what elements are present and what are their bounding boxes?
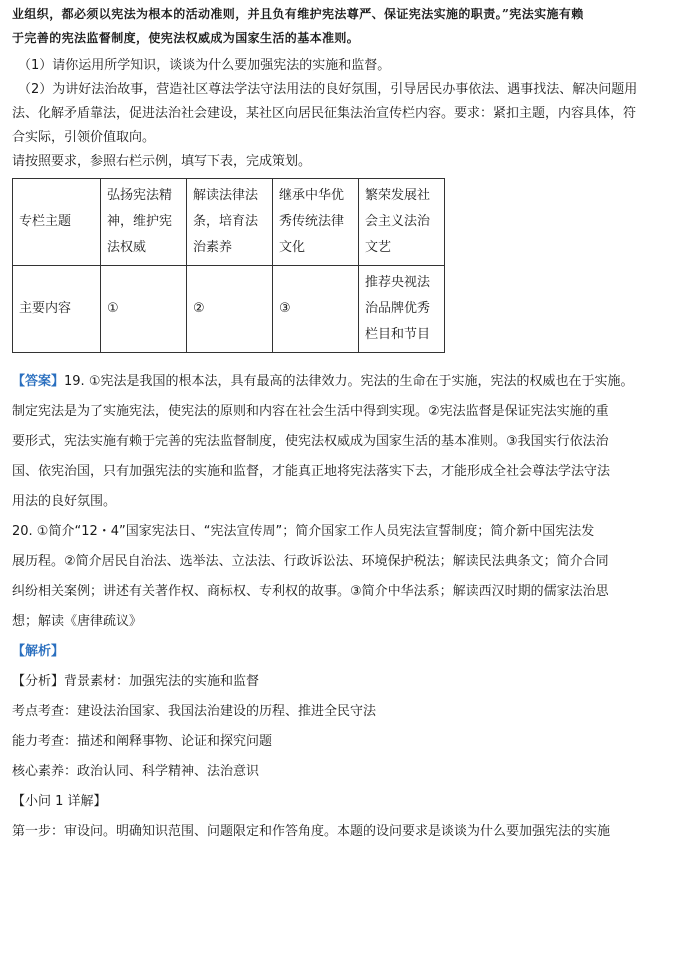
content-cell-1: ① bbox=[101, 266, 187, 353]
table-row-themes bbox=[13, 179, 445, 266]
example-line-1: 推荐央视法 bbox=[365, 275, 431, 290]
example-line-2: 治品牌优秀 bbox=[365, 301, 431, 316]
theme-1-line-2: 神，维护宪 bbox=[107, 214, 173, 229]
content-cell-3: ③ bbox=[273, 266, 359, 353]
question-2-line-1: （2）为讲好法治故事，营造社区尊法学法守法用法的良好氛围，引导居民办事依法、遇事找法、解决问题用 bbox=[18, 82, 638, 97]
answer-19-line-2: 制定宪法是为了实施宪法，使宪法的原则和内容在社会生活中得到实现。②宪法监督是保证宪法实施的重 bbox=[12, 404, 609, 419]
analysis-item-3: 能力考查：描述和阐释事物、论证和探究问题 bbox=[12, 734, 273, 749]
theme-2-line-2: 条，培育法 bbox=[193, 214, 259, 229]
theme-cell-2 bbox=[187, 179, 273, 266]
theme-cell-4 bbox=[359, 179, 445, 266]
theme-4-line-3: 文艺 bbox=[365, 240, 392, 255]
content-cell-example bbox=[359, 266, 445, 353]
analysis-item-4: 核心素养：政治认同、科学精神、法治意识 bbox=[12, 764, 260, 779]
document-page bbox=[0, 2, 692, 976]
answer-section bbox=[12, 367, 682, 637]
theme-1-line-1: 弘扬宪法精 bbox=[107, 188, 173, 203]
analysis-section bbox=[12, 637, 682, 847]
row-header-content: 主要内容 bbox=[13, 266, 101, 353]
theme-3-line-2: 秀传统法律 bbox=[279, 214, 345, 229]
instruction: 请按照要求，参照右栏示例，填写下表，完成策划。 bbox=[12, 154, 312, 169]
intro-line-1: 业组织，都必须以宪法为根本的活动准则，并且负有维护宪法尊严、保证宪法实施的职责。”宪法实施有赖 bbox=[12, 7, 584, 21]
answer-19-line-4: 国、依宪治国，只有加强宪法的实施和监督，才能真正地将宪法落实下去，才能形成全社会尊法学法守法 bbox=[12, 464, 611, 479]
question-1: （1）请你运用所学知识，谈谈为什么要加强宪法的实施和监督。 bbox=[18, 58, 391, 73]
row-header-theme: 专栏主题 bbox=[13, 179, 101, 266]
theme-1-line-3: 法权威 bbox=[107, 240, 147, 255]
question-2-line-3: 合实际，引领价值取向。 bbox=[12, 130, 156, 145]
theme-cell-1 bbox=[101, 179, 187, 266]
answer-20-line-3: 纠纷相关案例；讲述有关著作权、商标权、专利权的故事。③简介中华法系；解读西汉时期的儒家法治思 bbox=[12, 584, 609, 599]
content-cell-2: ② bbox=[187, 266, 273, 353]
theme-4-line-1: 繁荣发展社 bbox=[365, 188, 431, 203]
theme-3-line-1: 继承中华优 bbox=[279, 188, 345, 203]
answer-tag: 【答案】 bbox=[12, 374, 65, 389]
answer-19-line-1 bbox=[12, 367, 682, 397]
analysis-tag: 【解析】 bbox=[12, 644, 65, 659]
theme-2-line-3: 治素养 bbox=[193, 240, 233, 255]
theme-4-line-2: 会主义法治 bbox=[365, 214, 431, 229]
table-row-contents bbox=[13, 266, 445, 353]
analysis-item-6: 第一步：审设问。明确知识范围、问题限定和作答角度。本题的设问要求是谈谈为什么要加强宪法的实施 bbox=[12, 824, 611, 839]
analysis-item-5: 【小问 1 详解】 bbox=[12, 794, 107, 809]
answer-20-line-1: 20. ①简介“12・4”国家宪法日、“宪法宣传周”；简介国家工作人员宪法宣誓制度；简介新中国宪法发 bbox=[12, 524, 595, 539]
answer-20-line-2: 展历程。②简介居民自治法、选举法、立法法、行政诉讼法、环境保护税法；解读民法典条文；简介合同 bbox=[12, 554, 609, 569]
theme-2-line-1: 解读法律法 bbox=[193, 188, 259, 203]
answer-19-line-5: 用法的良好氛围。 bbox=[12, 494, 117, 509]
question-2-line-2: 法、化解矛盾靠法，促进法治社会建设，某社区向居民征集法治宣传栏内容。要求：紧扣主题，内容具体，符 bbox=[12, 106, 637, 121]
theme-3-line-3: 文化 bbox=[279, 240, 306, 255]
theme-cell-3 bbox=[273, 179, 359, 266]
answer-19-line-3: 要形式，宪法实施有赖于完善的宪法监督制度，使宪法权威成为国家生活的基本准则。③我国实行依法治 bbox=[12, 434, 609, 449]
answer-19-text-1: 19. ①宪法是我国的根本法，具有最高的法律效力。宪法的生命在于实施，宪法的权威也在于实施。 bbox=[64, 374, 634, 389]
planning-table bbox=[12, 178, 445, 353]
example-line-3: 栏目和节目 bbox=[365, 327, 431, 342]
analysis-item-2: 考点考查：建设法治国家、我国法治建设的历程、推进全民守法 bbox=[12, 704, 377, 719]
analysis-item-1: 【分析】背景素材：加强宪法的实施和监督 bbox=[12, 674, 260, 689]
intro-line-2: 于完善的宪法监督制度，使宪法权威成为国家生活的基本准则。 bbox=[12, 31, 360, 45]
answer-20-line-4: 想；解读《唐律疏议》 bbox=[12, 614, 143, 629]
